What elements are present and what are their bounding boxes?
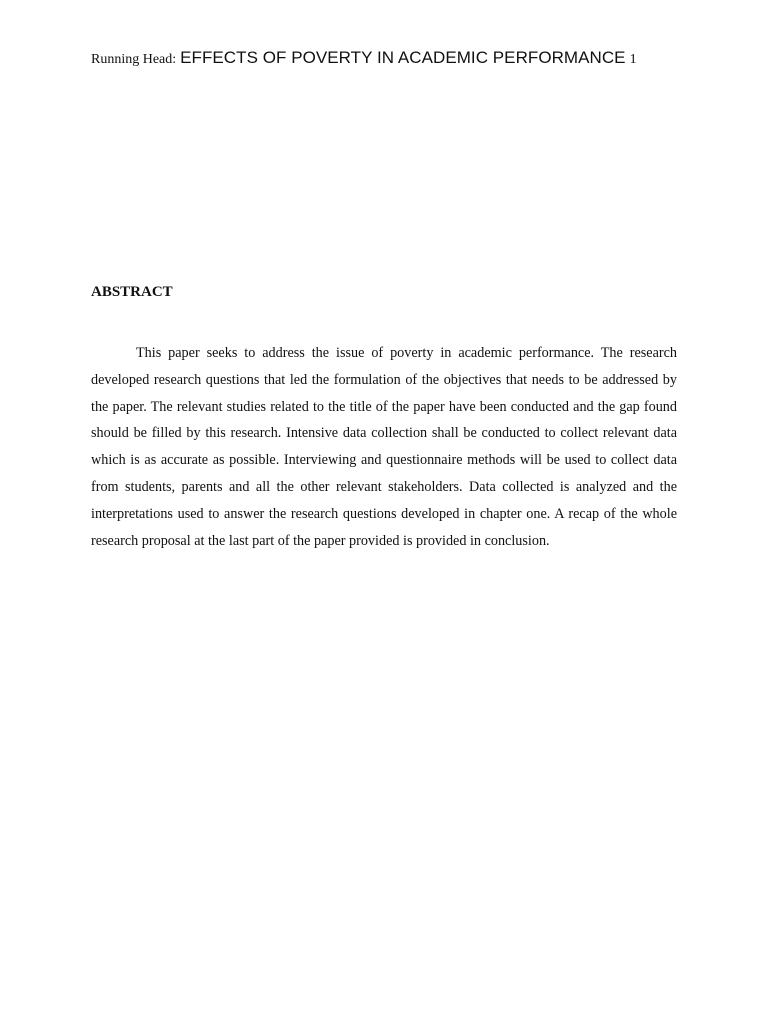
running-head-title: EFFECTS OF POVERTY IN ACADEMIC PERFORMANCE — [180, 48, 626, 67]
running-head-prefix: Running Head: — [91, 52, 177, 67]
abstract-paragraph: This paper seeks to address the issue of poverty in academic performance. The research developed research questions that led the formulation of the objectives that needs to be addressed by the paper. The relevant studies related to the title of the paper have been conducted and the gap found should be filled by this research. Intensive data collection shall be conducted to collect relevant data which is as accurate as possible. Interviewing and questionnaire methods will be used to collect data from students, parents and all the other relevant stakeholders. Data collected is analyzed and the interpretations used to answer the research questions developed in chapter one. A recap of the whole research proposal at the last part of the paper provided is provided in conclusion. — [91, 345, 677, 549]
running-head — [91, 47, 691, 71]
page-number: 1 — [629, 52, 637, 67]
abstract-heading: ABSTRACT — [91, 284, 173, 300]
